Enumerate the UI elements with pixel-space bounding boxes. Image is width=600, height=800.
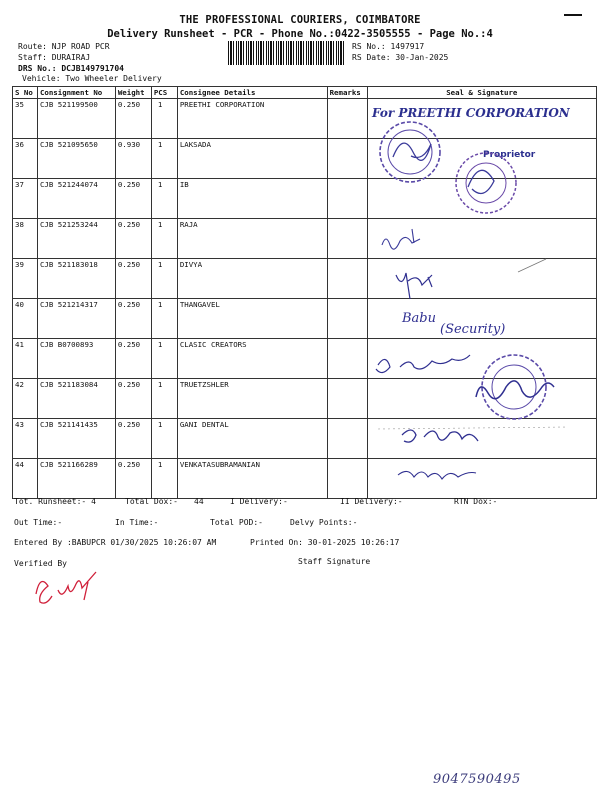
cell-weight: 0.250 xyxy=(115,99,151,139)
out-time: Out Time:- xyxy=(14,518,63,527)
cell-consignment: CJB B0700893 xyxy=(37,339,115,379)
cell-consignee: PREETHI CORPORATION xyxy=(177,99,327,139)
col-seal: Seal & Signature xyxy=(367,87,596,99)
cell-consignment: CJB 521183084 xyxy=(37,379,115,419)
cell-remarks xyxy=(327,99,367,139)
table-row xyxy=(13,339,597,379)
cell-sno: 36 xyxy=(13,139,38,179)
babu-signature: Babu xyxy=(402,311,436,326)
verifier-red-signature xyxy=(30,568,110,610)
cell-weight: 0.250 xyxy=(115,339,151,379)
rtn-dox: RTN Dox:- xyxy=(454,497,498,506)
cell-sno: 40 xyxy=(13,299,38,339)
cell-consignee: THANGAVEL xyxy=(177,299,327,339)
preethi-stamp: For PREETHI CORPORATION xyxy=(372,106,570,120)
cell-sno: 35 xyxy=(13,99,38,139)
cell-sno: 41 xyxy=(13,339,38,379)
cell-seal xyxy=(367,179,596,219)
barcode xyxy=(228,41,344,65)
cell-seal xyxy=(367,339,596,379)
total-dox-value: 44 xyxy=(194,497,204,506)
cell-remarks xyxy=(327,179,367,219)
cell-remarks xyxy=(327,339,367,379)
cell-consignee: TRUETZSHLER xyxy=(177,379,327,419)
delvy-points: Delvy Points:- xyxy=(290,518,358,527)
cell-pcs: 1 xyxy=(151,419,177,459)
table-row xyxy=(13,419,597,459)
cell-remarks xyxy=(327,139,367,179)
table-row xyxy=(13,99,597,139)
total-pod: Total POD:- xyxy=(210,518,263,527)
cell-pcs: 1 xyxy=(151,379,177,419)
route-label: Route: NJP ROAD PCR xyxy=(18,42,110,51)
cell-pcs: 1 xyxy=(151,219,177,259)
rs-date: RS Date: 30-Jan-2025 xyxy=(352,53,449,62)
cell-weight: 0.250 xyxy=(115,419,151,459)
security-signature: (Security) xyxy=(440,322,506,337)
cell-weight: 0.250 xyxy=(115,379,151,419)
cell-sno: 42 xyxy=(13,379,38,419)
cell-consignee: RAJA xyxy=(177,219,327,259)
tot-runsheet: Tot. Runsheet:- 4 xyxy=(14,497,96,506)
cell-weight: 0.250 xyxy=(115,219,151,259)
rs-number: RS No.: 1497917 xyxy=(352,42,425,51)
total-dox-label: Total Dox:- xyxy=(125,497,178,506)
printed-on: Printed On: 30-01-2025 10:26:17 xyxy=(250,538,400,547)
drs-number: DRS No.: DCJB149791704 xyxy=(18,64,124,73)
runsheet-title: THE PROFESSIONAL COURIERS, COIMBATORE xyxy=(179,14,421,26)
entered-by: Entered By :BABUPCR 01/30/2025 10:26:07 AM xyxy=(14,538,217,547)
cell-sno: 39 xyxy=(13,259,38,299)
cell-consignment: CJB 521199500 xyxy=(37,99,115,139)
cell-consignment: CJB 521253244 xyxy=(37,219,115,259)
cell-seal xyxy=(367,139,596,179)
proprietor-stamp: Proprietor xyxy=(483,150,536,160)
runsheet-table xyxy=(12,86,597,499)
cell-seal xyxy=(367,219,596,259)
cell-pcs: 1 xyxy=(151,299,177,339)
cell-consignment: CJB 521095650 xyxy=(37,139,115,179)
table-row xyxy=(13,459,597,499)
table-row xyxy=(13,139,597,179)
cell-weight: 0.930 xyxy=(115,139,151,179)
table-row xyxy=(13,219,597,259)
cell-consignment: CJB 521166289 xyxy=(37,459,115,499)
cell-seal xyxy=(367,419,596,459)
cell-remarks xyxy=(327,459,367,499)
cell-seal xyxy=(367,299,596,339)
col-remarks: Remarks xyxy=(327,87,367,99)
table-row xyxy=(13,379,597,419)
corner-dash-mark xyxy=(564,14,582,16)
cell-remarks xyxy=(327,299,367,339)
verified-by: Verified By xyxy=(14,559,67,568)
table-row xyxy=(13,259,597,299)
col-consignment: Consignment No xyxy=(37,87,115,99)
cell-consignment: CJB 521141435 xyxy=(37,419,115,459)
cell-pcs: 1 xyxy=(151,139,177,179)
col-sno: S No xyxy=(13,87,38,99)
cell-weight: 0.250 xyxy=(115,299,151,339)
cell-pcs: 1 xyxy=(151,459,177,499)
in-time: In Time:- xyxy=(115,518,159,527)
runsheet-subtitle: Delivery Runsheet - PCR - Phone No.:0422-3505555 - Page No.:4 xyxy=(107,28,493,40)
cell-consignee: DIVYA xyxy=(177,259,327,299)
table-header-row xyxy=(13,87,597,99)
staff-label: Staff: DURAIRAJ xyxy=(18,53,91,62)
cell-remarks xyxy=(327,219,367,259)
cell-seal xyxy=(367,99,596,139)
table-row xyxy=(13,299,597,339)
cell-seal xyxy=(367,459,596,499)
cell-remarks xyxy=(327,419,367,459)
handwritten-phone-number: 9047590495 xyxy=(433,772,521,787)
cell-consignee: IB xyxy=(177,179,327,219)
vehicle-label: Vehicle: Two Wheeler Delivery xyxy=(22,74,162,83)
cell-consignee: VENKATASUBRAMANIAN xyxy=(177,459,327,499)
cell-sno: 38 xyxy=(13,219,38,259)
table-row xyxy=(13,179,597,219)
cell-pcs: 1 xyxy=(151,99,177,139)
col-pcs: PCS xyxy=(151,87,177,99)
cell-weight: 0.250 xyxy=(115,459,151,499)
cell-weight: 0.250 xyxy=(115,179,151,219)
cell-remarks xyxy=(327,379,367,419)
cell-seal xyxy=(367,259,596,299)
col-consignee: Consignee Details xyxy=(177,87,327,99)
cell-pcs: 1 xyxy=(151,179,177,219)
cell-consignment: CJB 521214317 xyxy=(37,299,115,339)
cell-seal xyxy=(367,379,596,419)
cell-weight: 0.250 xyxy=(115,259,151,299)
cell-sno: 44 xyxy=(13,459,38,499)
col-weight: Weight xyxy=(115,87,151,99)
i-delivery: I Delivery:- xyxy=(230,497,288,506)
cell-pcs: 1 xyxy=(151,259,177,299)
cell-consignee: GANI DENTAL xyxy=(177,419,327,459)
cell-consignee: LAKSADA xyxy=(177,139,327,179)
staff-signature: Staff Signature xyxy=(298,557,371,566)
cell-remarks xyxy=(327,259,367,299)
cell-sno: 37 xyxy=(13,179,38,219)
cell-sno: 43 xyxy=(13,419,38,459)
cell-consignment: CJB 521244074 xyxy=(37,179,115,219)
cell-consignee: CLASIC CREATORS xyxy=(177,339,327,379)
cell-consignment: CJB 521183018 xyxy=(37,259,115,299)
ii-delivery: II Delivery:- xyxy=(340,497,403,506)
cell-pcs: 1 xyxy=(151,339,177,379)
